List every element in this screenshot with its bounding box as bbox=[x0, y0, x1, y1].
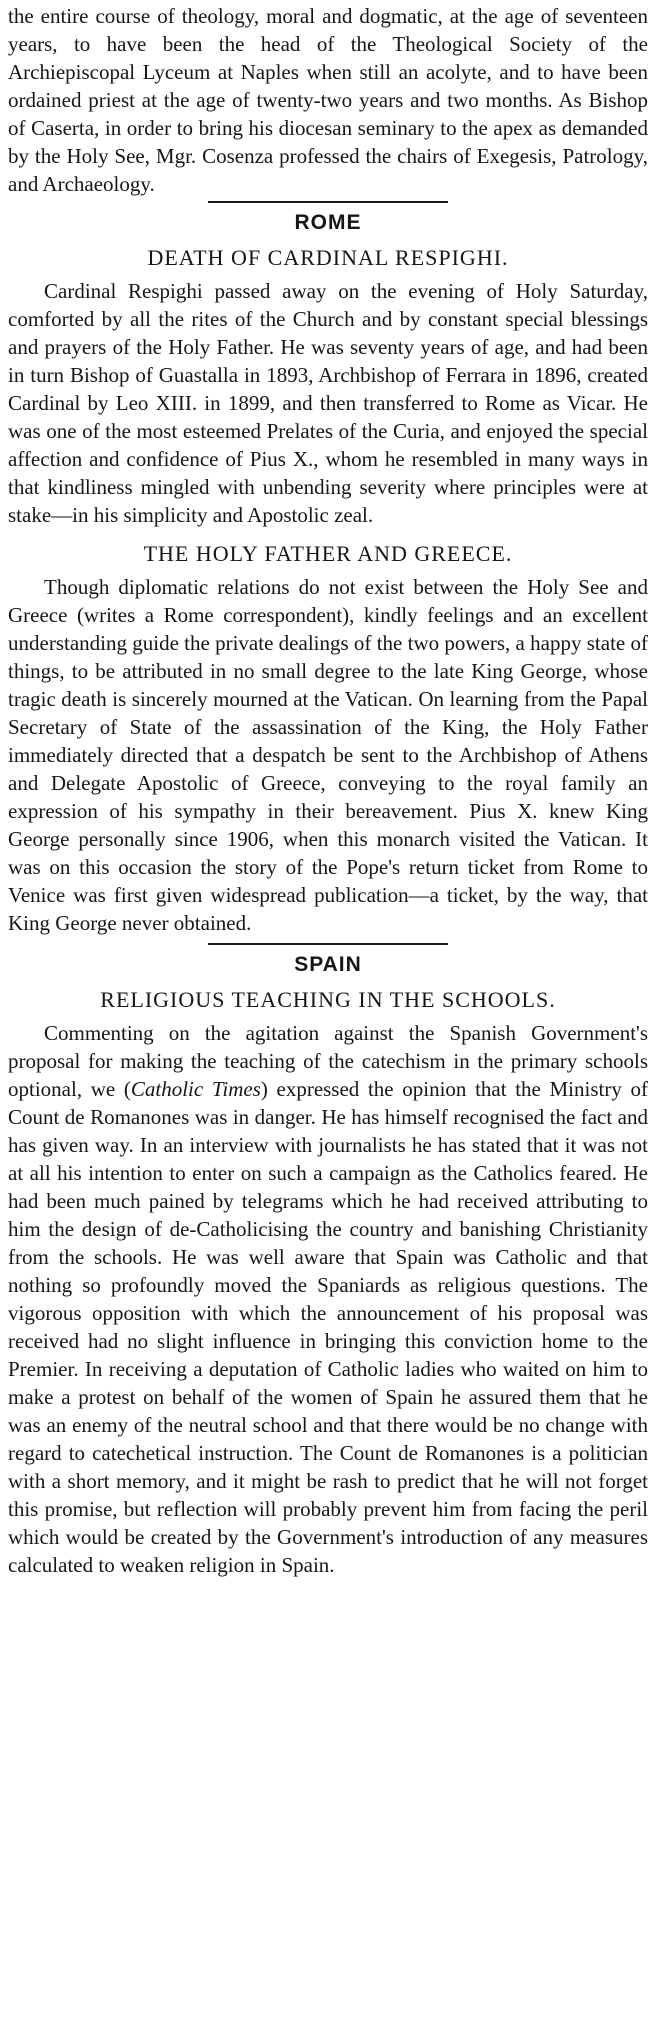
publication-name: Catholic Times bbox=[130, 1077, 261, 1101]
article-title-schools: RELIGIOUS TEACHING IN THE SCHOOLS. bbox=[100, 987, 556, 1012]
article-title-respighi: DEATH OF CARDINAL RESPIGHI. bbox=[147, 245, 509, 270]
body-text-start: Commenting on the agitation against the Spanish Government's proposal for making the teaching of the catechism in the primary schools optional, we ( bbox=[8, 1021, 648, 1101]
article-body-schools bbox=[8, 1019, 648, 1579]
section-heading-rome: ROME bbox=[294, 211, 362, 234]
article-body-greece: Though diplomatic relations do not exist between the Holy See and Greece (writes a Rome correspondent), kindly feelings and an excellent understanding guide the private dealings of the two powers, a happy state of things, to be attributed in no small degree to the late King George, whose tragic death is sincerely mourned at the Vatican. On learning from the Papal Secretary of State of the assassination of the King, the Holy Father immediately directed that a despatch be sent to the Archbishop of Athens and Delegate Apostolic of Greece, conveying to the royal family an expression of his sympathy in their bereavement. Pius X. knew King George personally since 1906, when this monarch visited the Vatican. It was on this occasion the story of the Pope's return ticket from Rome to Venice was first given widespread publication—a ticket, by the way, that King George never obtained. bbox=[8, 575, 648, 935]
article-body-respighi: Cardinal Respighi passed away on the evening of Holy Saturday, comforted by all the rites of the Church and by constant special blessings and prayers of the Holy Father. He was seventy years of age, and had been in turn Bishop of Guastalla in 1893, Archbishop of Ferrara in 1896, created Cardinal by Leo XIII. in 1899, and then transferred to Rome as Vicar. He was one of the most esteemed Prelates of the Curia, and enjoyed the special affection and confidence of Pius X., whom he resembled in many ways in that kindliness mingled with unbending severity where principles were at stake—in his simplicity and Apostolic zeal. bbox=[8, 279, 648, 527]
section-heading-spain: SPAIN bbox=[294, 953, 362, 976]
section-divider bbox=[208, 201, 448, 203]
body-text-rest: ) expressed the opinion that the Ministry of Count de Romanones was in danger. He has himself recognised the fact and has given way. In an interview with journalists he has stated that it was not at all his intention to enter on such a campaign as the Catholics feared. He had been much pained by telegrams which he had received attributing to him the design of de-Catholicising the country and banishing Christianity from the schools. He was well aware that Spain was Catholic and that nothing so profoundly moved the Spaniards as religious questions. The vigorous opposition with which the announcement of his proposal was received had no slight influence in bringing this conviction home to the Premier. In receiving a deputation of Catholic ladies who waited on him to make a protest on behalf of the women of Spain he assured them that he was an enemy of the neutral school and that there would be no change with regard to catechetical instruction. The Count de Romanones is a politician with a short memory, and it might be rash to predict that he will not forget this promise, but reflection will probably prevent him from facing the peril which would be created by the Government's introduction of any measures calculated to weaken religion in Spain. bbox=[8, 1077, 648, 1577]
intro-paragraph: the entire course of theology, moral and dogmatic, at the age of seventeen years, to have been the head of the Theological Society of the Archiepiscopal Lyceum at Naples when still an acolyte, and to have been ordained priest at the age of twenty-two years and two months. As Bishop of Caserta, in order to bring his diocesan seminary to the apex as demanded by the Holy See, Mgr. Cosenza professed the chairs of Exegesis, Patrology, and Archaeology. bbox=[8, 4, 648, 196]
section-divider bbox=[208, 943, 448, 945]
article-title-greece: THE HOLY FATHER AND GREECE. bbox=[143, 541, 513, 566]
newspaper-column bbox=[8, 2, 648, 1579]
